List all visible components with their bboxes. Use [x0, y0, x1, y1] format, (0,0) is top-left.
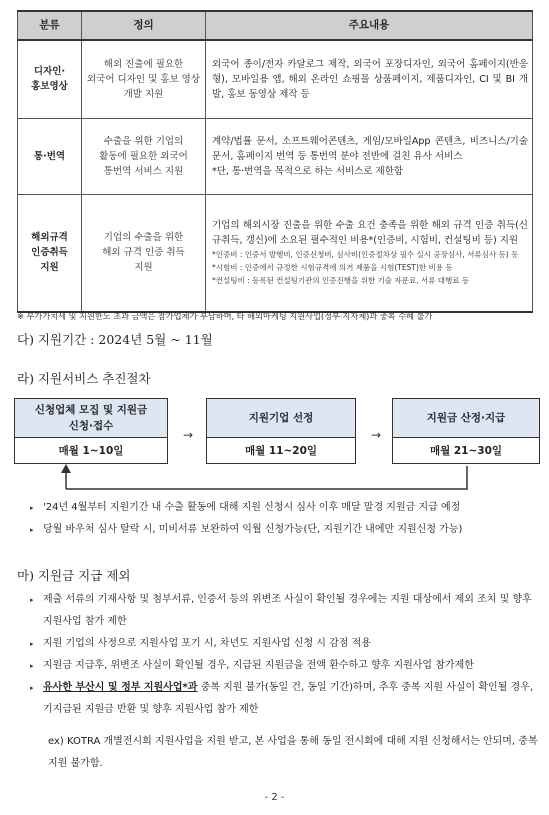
row-definition: 해외 진출에 필요한 외국어 디자인 및 홍보 영상 개발 지원 — [82, 40, 206, 118]
arrow-right-icon: → — [371, 428, 382, 442]
process-step-payment — [392, 398, 540, 464]
process-step-period: 매월 11~20일 — [207, 438, 355, 463]
section-heading-procedure: 라) 지원서비스 추진절차 — [17, 371, 151, 386]
table-row — [18, 194, 533, 312]
row-content-note: *단, 통·번역을 목적으로 하는 서비스로 제한함 — [212, 165, 404, 177]
list-item: ▸ 당월 바우처 심사 탈락 시, 미비서류 보완하여 익월 신청가능(단, 지원기간 내에만 지원신청 가능) — [30, 519, 542, 541]
row-category: 디자인· 홍보영상 — [18, 40, 82, 118]
process-step-title: 신청업체 모집 및 지원금 신청·접수 — [15, 399, 167, 438]
list-item: ▸ 지원금 지급후, 위변조 사실이 확인될 경우, 지급된 지원금을 전액 환수하고 향후 지원사업 참가제한 — [30, 655, 542, 677]
list-item — [30, 677, 542, 721]
row-definition: 기업의 수출을 위한 해외 규격 인증 취득 지원 — [82, 194, 206, 312]
row-definition: 수출을 위한 기업의 활동에 필요한 외국어 통번역 서비스 지원 — [82, 118, 206, 194]
bullet-icon: ▸ — [30, 504, 34, 512]
table-row — [18, 118, 533, 194]
example-text: ex) KOTRA 개별전시회 지원사업을 지원 받고, 본 사업을 통해 동일 전시회에 대해 지원 신청해서는 안되며, 중복 지원 불가함. — [48, 736, 538, 769]
process-step-period: 매월 21~30일 — [393, 438, 539, 463]
bullet-icon: ▸ — [30, 662, 34, 670]
loop-back-connector — [0, 462, 549, 496]
list-item: ▸ 제출 서류의 기재사항 및 첨부서류, 인증서 등의 위변조 사실이 확인될 경우에는 지원 대상에서 제외 조치 및 향후 지원사업 참가 제한 — [30, 589, 542, 633]
section-heading-period: 다) 지원기간 : 2024년 5월 ~ 11월 — [17, 332, 213, 347]
table-footnote: ※ 부가가치세 및 지원한도 초과 금액은 참가업체가 부담하며, 타 해외마케팅 지원사업(정부·지자체)과 중복 수혜 불가 — [17, 311, 433, 321]
row-content: 외국어 종이/전자 카달로그 제작, 외국어 포장디자인, 외국어 홈페이지(반응형), 모바일용 앱, 해외 온라인 쇼핑몰 상품페이지, 제품디자인, CI 및 BI 개발, 홍보 동영상 제작 등 — [206, 40, 533, 118]
note-consulting-cost: *컨설팅비 : 등록된 컨설팅기관의 인증진행을 위한 기술 자문료, 서류 대행료 등 — [212, 276, 470, 286]
table-header-row — [18, 11, 533, 40]
table-row — [18, 40, 533, 118]
header-category: 분류 — [18, 11, 82, 40]
emphasized-text: 유사한 부산시 및 정부 지원사업*과 — [43, 682, 198, 693]
bullet-icon: ▸ — [30, 596, 34, 604]
header-content: 주요내용 — [206, 11, 533, 40]
process-notes — [30, 497, 542, 541]
process-step-title: 지원기업 선정 — [207, 399, 355, 438]
row-category: 통·번역 — [18, 118, 82, 194]
note-certification-cost: *인증비 : 인증서 발행비, 인증신청비, 심사비(인증절차상 필수 실시 공장심사, 서류심사 등) 등 — [212, 250, 519, 260]
row-content: 기업의 해외시장 진출을 위한 수출 요건 충족을 위한 해외 규격 인증 취득(신규취득, 갱신)에 소요된 필수적인 비용*(인증비, 시험비, 컨설팅비 등) 지원 — [212, 220, 528, 247]
row-content-cell — [206, 194, 533, 312]
list-item: ▸ 지원 기업의 사정으로 지원사업 포기 시, 차년도 지원사업 신청 시 감점 적용 — [30, 633, 542, 655]
bullet-icon: ▸ — [30, 684, 34, 692]
process-step-title: 지원금 산정·지급 — [393, 399, 539, 438]
row-content: 계약/법률 문서, 소프트웨어콘텐츠, 게임/모바일App 콘텐츠, 비즈니스/기술문서, 홈페이지 번역 등 통번역 분야 전반에 걸친 유사 서비스 — [212, 135, 528, 162]
process-step-application — [14, 398, 168, 464]
arrow-right-icon: → — [183, 428, 194, 442]
exclusion-list — [30, 589, 542, 721]
header-definition: 정의 — [82, 11, 206, 40]
bullet-icon: ▸ — [30, 526, 34, 534]
row-category: 해외규격 인증취득 지원 — [18, 194, 82, 312]
section-heading-exclusion: 마) 지원금 지급 제외 — [17, 568, 131, 583]
process-step-selection — [206, 398, 356, 464]
row-notes — [212, 248, 528, 287]
support-table — [17, 10, 533, 313]
process-step-period: 매월 1~10일 — [15, 438, 167, 463]
list-item-text: 유사한 부산시 및 정부 지원사업*과 중복 지원 불가(동일 건, 동일 기간)하며, 추후 중복 지원 사실이 확인될 경우, 기지급된 지원금 반환 및 향후 지원사업 참가 제한 — [43, 682, 534, 715]
bullet-icon: ▸ — [30, 640, 34, 648]
page-number: - 2 - — [264, 792, 285, 803]
list-item: ▸ '24년 4월부터 지원기간 내 수출 활동에 대해 지원 신청시 심사 이후 매달 말경 지원금 지급 예정 — [30, 497, 542, 519]
row-content-cell — [206, 118, 533, 194]
note-test-cost: *시험비 : 인증에서 규정한 시험규격에 의거 제품을 시험(TEST)한 비용 등 — [212, 263, 453, 273]
